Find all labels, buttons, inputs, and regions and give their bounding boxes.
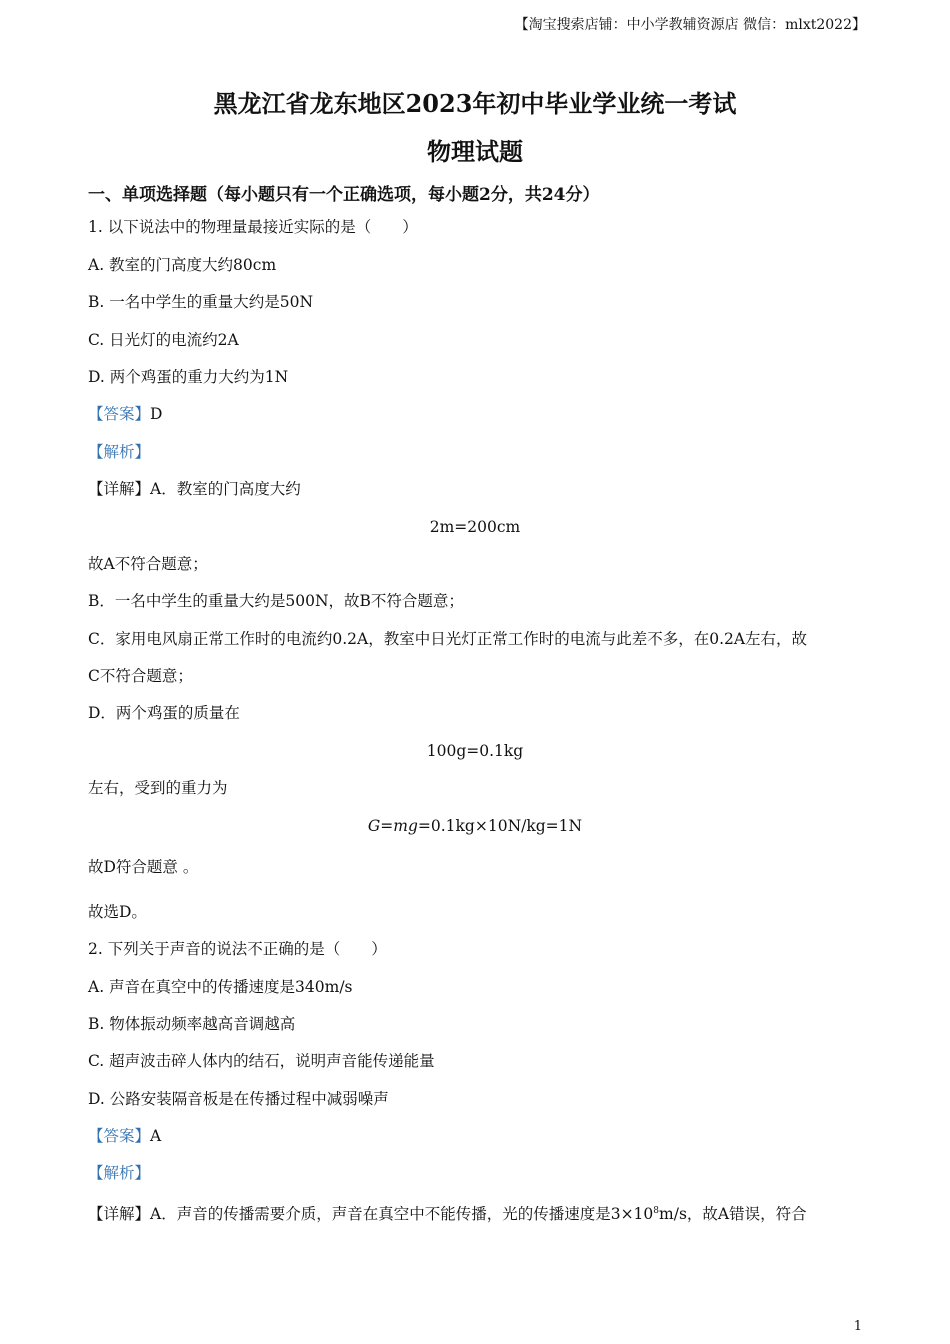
answer-tag: 【答案】 (88, 1127, 151, 1145)
answer-value: D (150, 405, 163, 423)
q1-line-b: B．一名中学生的重量大约是500N，故B不符合题意； (88, 592, 464, 610)
page-number: 1 (853, 1319, 862, 1334)
q1-line-a-end: 故A不符合题意； (88, 555, 208, 573)
header-note: 【淘宝搜索店铺：中小学教辅资源店 微信：mlxt2022】 (514, 17, 866, 33)
section-heading: 一、单项选择题（每小题只有一个正确选项，每小题2分，共24分） (88, 185, 600, 205)
q2-analysis-tag: 【解析】 (88, 1164, 151, 1182)
q1-answer (88, 403, 162, 425)
q1-analysis-tag: 【解析】 (88, 443, 151, 461)
answer-tag: 【答案】 (88, 405, 151, 423)
var-g: G (367, 817, 381, 835)
q1-line-d3: 故D符合题意 。 (88, 858, 199, 876)
q1-line-c2: C不符合题意； (88, 667, 193, 685)
q2-option-d: D. 公路安装隔音板是在传播过程中减弱噪声 (88, 1090, 389, 1108)
q1-conclusion: 故选D。 (88, 903, 147, 921)
q1-formula-d: 100g=0.1kg (426, 742, 524, 760)
q2-answer (88, 1125, 161, 1147)
detail-tag: 【详解】 (88, 480, 151, 498)
q1-formula-a: 2m=200cm (429, 518, 521, 536)
detail-tag: 【详解】 (88, 1205, 151, 1224)
q1-option-a: A. 教室的门高度大约80cm (88, 256, 277, 274)
q1-stem: 1. 以下说法中的物理量最接近实际的是（ ） (88, 218, 418, 236)
eq-sign: = (380, 817, 394, 835)
detail-text-post: m/s，故A错误，符合 (659, 1205, 807, 1224)
q1-line-c: C．家用电风扇正常工作时的电流约0.2A，教室中日光灯正常工作时的电流与此差不多，在0.2A左右，故 (88, 630, 808, 648)
q1-formula-g (0, 815, 950, 837)
q1-detail-a (88, 478, 301, 500)
q1-option-b: B. 一名中学生的重量大约是50N (88, 293, 314, 311)
q2-detail-a (88, 1200, 807, 1225)
q1-option-d: D. 两个鸡蛋的重力大约为1N (88, 368, 289, 386)
q2-stem: 2. 下列关于声音的说法不正确的是（ ） (88, 940, 387, 958)
formula-rest: =0.1kg×10N/kg=1N (417, 817, 583, 835)
answer-value: A (150, 1127, 162, 1145)
q2-option-b: B. 物体振动频率越高音调越高 (88, 1015, 296, 1033)
exam-subtitle: 物理试题 (427, 137, 523, 166)
detail-text: A．教室的门高度大约 (150, 480, 301, 498)
q2-option-a: A. 声音在真空中的传播速度是340m/s (88, 978, 353, 996)
q1-line-d: D．两个鸡蛋的质量在 (88, 704, 240, 722)
detail-text-pre: A．声音的传播需要介质，声音在真空中不能传播，光的传播速度是3×10 (150, 1205, 654, 1224)
var-mg: mg (393, 817, 418, 835)
exam-title: 黑龙江省龙东地区2023年初中毕业学业统一考试 (213, 89, 737, 118)
q2-option-c: C. 超声波击碎人体内的结石，说明声音能传递能量 (88, 1052, 435, 1070)
q1-option-c: C. 日光灯的电流约2A (88, 331, 239, 349)
q1-line-d2: 左右，受到的重力为 (88, 779, 228, 797)
exponent: 8 (653, 1206, 660, 1216)
